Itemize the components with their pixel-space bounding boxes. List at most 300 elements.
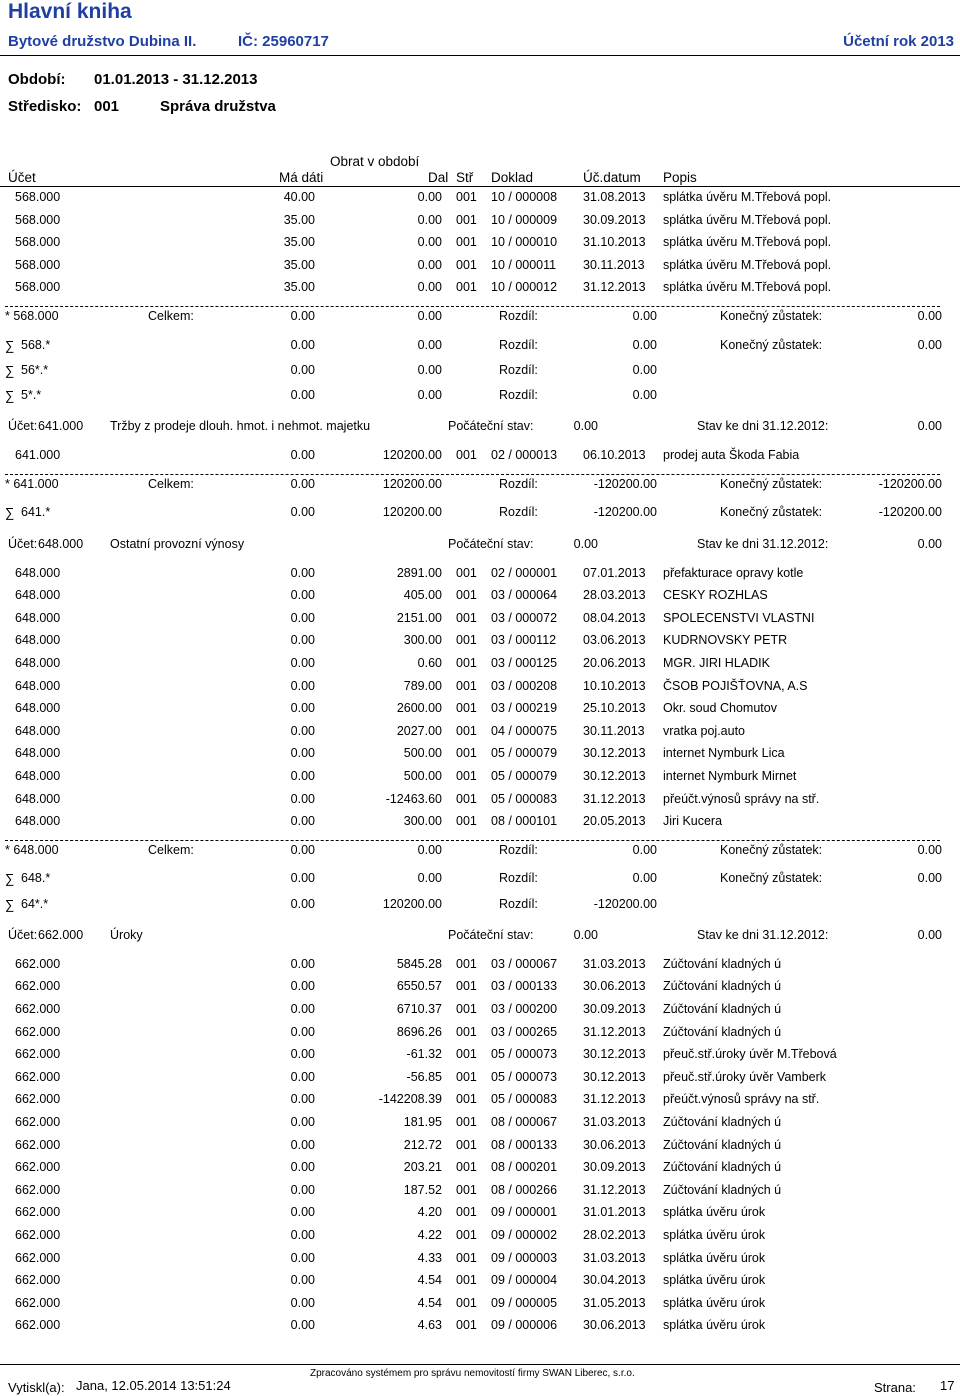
account-number: 648.000 (15, 701, 61, 716)
credit-amount: 300.00 (403, 633, 442, 648)
accounting-date: 28.02.2013 (583, 1228, 646, 1242)
accounting-date: 31.12.2013 (583, 1092, 646, 1107)
account-number: 648.000 (15, 610, 61, 625)
total-account: * 641.000 (5, 476, 59, 491)
ledger-entry-row (0, 588, 960, 610)
description: splátka úvěru úrok (663, 1250, 766, 1265)
center-code: 001 (456, 1137, 477, 1152)
closing-balance-value: 0.00 (917, 337, 942, 352)
center-code: 001 (456, 1205, 477, 1220)
account-total-row (0, 477, 960, 499)
page-number: 17 (940, 1378, 955, 1393)
printed-label: Vytiskl(a): (8, 1380, 65, 1395)
account-number: 662.000 (38, 927, 84, 942)
ledger-entry-row (0, 1228, 960, 1250)
ledger-entry-row (0, 448, 960, 470)
accounting-date: 07.01.2013 (583, 565, 646, 580)
closing-balance-label: Konečný zůstatek: (720, 309, 823, 323)
total-label: Celkem: (148, 476, 194, 491)
col-doklad: Doklad (491, 170, 534, 185)
document-number: 09 / 000003 (491, 1250, 558, 1265)
debit-amount: 0.00 (290, 1160, 315, 1175)
credit-amount: 5845.28 (396, 956, 442, 971)
col-madati: Má dáti (279, 170, 324, 185)
account-label: Účet: (8, 419, 38, 434)
opening-balance-value: 0.00 (573, 927, 598, 942)
ledger-entry-row (0, 1273, 960, 1295)
accounting-date: 31.05.2013 (583, 1295, 646, 1310)
center-code: 001 (456, 610, 477, 625)
center-code: 001 (456, 1092, 477, 1107)
account-number: 648.000 (15, 746, 61, 761)
sum-group: 56*.* (21, 362, 49, 377)
document-number: 03 / 000265 (491, 1024, 558, 1039)
difference-label: Rozdíl: (499, 337, 538, 352)
account-name: Tržby z prodeje dlouh. hmot. i nehmot. majetku (110, 419, 371, 434)
total-credit: 120200.00 (382, 476, 442, 491)
debit-amount: 0.00 (290, 1205, 315, 1220)
center-code: 001 (456, 723, 477, 738)
center-code: 001 (456, 1295, 477, 1310)
difference-label: Rozdíl: (499, 842, 538, 857)
closing-balance-label: Konečný zůstatek: (720, 476, 823, 491)
sum-group: 641.* (21, 505, 51, 520)
document-number: 03 / 000125 (491, 656, 558, 670)
description: Zúčtování kladných ú (663, 956, 782, 971)
accounting-date: 10.10.2013 (583, 678, 646, 693)
account-number: 648.000 (15, 656, 61, 670)
debit-amount: 0.00 (290, 1250, 315, 1265)
closing-balance-value: -120200.00 (878, 505, 942, 520)
accounting-date: 20.05.2013 (583, 814, 646, 829)
credit-amount: 300.00 (403, 814, 442, 829)
credit-amount: 500.00 (403, 746, 442, 761)
sigma-icon: ∑ (5, 896, 15, 912)
description: přeuč.stř.úroky úvěr M.Třebová (663, 1047, 837, 1062)
center-code: 001 (456, 1228, 477, 1242)
accounting-date: 31.12.2013 (583, 791, 646, 806)
total-credit: 0.00 (417, 309, 442, 323)
credit-amount: 4.33 (417, 1250, 442, 1265)
accounting-date: 31.12.2013 (583, 280, 646, 295)
center-code: 001 (456, 633, 477, 648)
ledger-entry-row (0, 769, 960, 791)
period-label: Období: (8, 71, 66, 88)
ledger-entry-row (0, 724, 960, 746)
account-number: 648.000 (15, 565, 61, 580)
credit-amount: 405.00 (403, 588, 442, 603)
description: Zúčtování kladných ú (663, 979, 782, 994)
balance-date-value: 0.00 (917, 927, 942, 942)
debit-amount: 0.00 (290, 1047, 315, 1062)
center-code: 001 (456, 448, 477, 463)
debit-amount: 0.00 (290, 1182, 315, 1197)
ledger-entry-row (0, 1047, 960, 1069)
difference-value: 0.00 (632, 309, 657, 323)
accounting-date: 30.06.2013 (583, 1318, 646, 1333)
difference-label: Rozdíl: (499, 309, 538, 323)
group-sum-row (0, 871, 960, 893)
accounting-date: 08.04.2013 (583, 610, 646, 625)
col-ucet: Účet (8, 170, 36, 185)
sigma-icon: ∑ (5, 871, 15, 887)
organization-name: Bytové družstvo Dubina II. (8, 33, 197, 50)
document-number: 09 / 000006 (491, 1318, 558, 1333)
debit-amount: 0.00 (290, 1137, 315, 1152)
difference-label: Rozdíl: (499, 388, 538, 402)
credit-amount: 203.21 (403, 1160, 442, 1175)
account-number: 662.000 (15, 1115, 61, 1129)
credit-amount: -142208.39 (378, 1092, 442, 1107)
credit-amount: 4.54 (417, 1295, 442, 1310)
account-label: Účet: (8, 536, 38, 551)
account-total-row (0, 309, 960, 331)
description: Zúčtování kladných ú (663, 1115, 782, 1129)
document-number: 04 / 000075 (491, 723, 558, 738)
center-code: 001 (456, 769, 477, 783)
closing-balance-value: 0.00 (917, 309, 942, 323)
account-number: 648.000 (15, 723, 61, 738)
difference-value: 0.00 (632, 362, 657, 377)
description: splátka úvěru úrok (663, 1295, 766, 1310)
balance-date-label: Stav ke dni 31.12.2012: (697, 419, 829, 434)
group-sum-row (0, 338, 960, 360)
period-value: 01.01.2013 - 31.12.2013 (94, 71, 258, 88)
document-number: 05 / 000083 (491, 1092, 558, 1107)
sum-credit: 120200.00 (382, 896, 442, 911)
credit-amount: 4.63 (417, 1318, 442, 1333)
description: Zúčtování kladných ú (663, 1024, 782, 1039)
ledger-entry-row (0, 957, 960, 979)
sum-credit: 0.00 (417, 362, 442, 377)
group-sum-row (0, 897, 960, 919)
credit-amount: 0.00 (417, 212, 442, 227)
ledger-entry-row (0, 1092, 960, 1114)
debit-amount: 0.00 (290, 1002, 315, 1016)
sum-group: 648.* (21, 871, 51, 886)
ledger-entry-row (0, 258, 960, 280)
description: internet Nymburk Lica (663, 746, 785, 761)
center-code: 001 (456, 1250, 477, 1265)
sigma-icon: ∑ (5, 362, 15, 378)
accounting-date: 28.03.2013 (583, 588, 646, 603)
account-number: 648.000 (15, 769, 61, 783)
ledger-entry-row (0, 280, 960, 302)
account-number: 662.000 (15, 1228, 61, 1242)
description: splátka úvěru úrok (663, 1228, 766, 1242)
account-number: 648.000 (15, 678, 61, 693)
center-code: 001 (456, 565, 477, 580)
credit-amount: 2891.00 (396, 565, 442, 580)
account-number: 648.000 (15, 588, 61, 603)
total-label: Celkem: (148, 309, 194, 323)
credit-amount: 8696.26 (396, 1024, 442, 1039)
opening-balance-label: Počáteční stav: (448, 419, 534, 434)
description: splátka úvěru M.Třebová popl. (663, 190, 832, 204)
document-number: 08 / 000101 (491, 814, 558, 829)
difference-value: 0.00 (632, 871, 657, 886)
col-ucdatum: Úč.datum (583, 170, 641, 185)
footer-system: Zpracováno systémem pro správu nemovitostí firmy SWAN Liberec, s.r.o. (310, 1368, 635, 1379)
page-label: Strana: (874, 1380, 916, 1395)
difference-label: Rozdíl: (499, 505, 538, 520)
ledger-entry-row (0, 679, 960, 701)
debit-amount: 0.00 (290, 1115, 315, 1129)
debit-amount: 0.00 (290, 448, 315, 463)
section-separator (5, 474, 940, 475)
description: Zúčtování kladných ú (663, 1002, 782, 1016)
accounting-date: 30.09.2013 (583, 1160, 646, 1175)
credit-amount: -12463.60 (385, 791, 442, 806)
description: přeúčt.výnosů správy na stř. (663, 1092, 820, 1107)
debit-amount: 0.00 (290, 656, 315, 670)
credit-amount: 4.20 (417, 1205, 442, 1220)
center-code: 001 (456, 956, 477, 971)
accounting-date: 30.04.2013 (583, 1273, 646, 1288)
account-label: Účet: (8, 927, 38, 942)
document-number: 08 / 000067 (491, 1115, 558, 1129)
debit-amount: 35.00 (283, 235, 315, 250)
accounting-date: 30.11.2013 (583, 723, 645, 738)
sigma-icon: ∑ (5, 388, 15, 403)
ledger-entry-row (0, 611, 960, 633)
ledger-entry-row (0, 656, 960, 678)
ledger-entry-row (0, 814, 960, 836)
company-id: IČ: 25960717 (238, 33, 329, 50)
section-separator (5, 306, 940, 307)
sum-debit: 0.00 (290, 896, 315, 911)
difference-label: Rozdíl: (499, 476, 538, 491)
document-number: 08 / 000133 (491, 1137, 558, 1152)
closing-balance-value: -120200.00 (878, 476, 942, 491)
document-number: 09 / 000005 (491, 1295, 558, 1310)
closing-balance-label: Konečný zůstatek: (720, 871, 823, 886)
debit-amount: 0.00 (290, 1295, 315, 1310)
description: Jiri Kucera (663, 814, 723, 829)
accounting-date: 30.12.2013 (583, 1047, 646, 1062)
difference-value: 0.00 (632, 337, 657, 352)
accounting-date: 30.06.2013 (583, 979, 646, 994)
credit-amount: 4.54 (417, 1273, 442, 1288)
document-number: 03 / 000133 (491, 979, 558, 994)
accounting-date: 30.09.2013 (583, 1002, 646, 1016)
opening-balance-value: 0.00 (573, 419, 598, 434)
document-number: 03 / 000208 (491, 678, 558, 693)
credit-amount: 2151.00 (396, 610, 442, 625)
credit-amount: 0.00 (417, 235, 442, 250)
center-code: 001 (456, 979, 477, 994)
debit-amount: 0.00 (290, 791, 315, 806)
credit-amount: 789.00 (403, 678, 442, 693)
ledger-entry-row (0, 1160, 960, 1182)
ledger-entry-row (0, 792, 960, 814)
ledger-entry-row (0, 1025, 960, 1047)
center-code: 001 (456, 656, 477, 670)
balance-date-value: 0.00 (917, 536, 942, 551)
description: přeúčt.výnosů správy na stř. (663, 791, 820, 806)
credit-amount: 4.22 (417, 1228, 442, 1242)
sum-debit: 0.00 (290, 362, 315, 377)
total-account: * 648.000 (5, 842, 59, 857)
account-name: Úroky (110, 927, 143, 942)
total-debit: 0.00 (290, 842, 315, 857)
document-number: 02 / 000001 (491, 565, 558, 580)
debit-amount: 0.00 (290, 723, 315, 738)
account-number: 662.000 (15, 979, 61, 994)
center-code: 001 (456, 746, 477, 761)
opening-balance-label: Počáteční stav: (448, 536, 534, 551)
account-number: 662.000 (15, 1002, 61, 1016)
account-number: 641.000 (15, 448, 61, 463)
ledger-entry-row (0, 1138, 960, 1160)
debit-amount: 40.00 (283, 190, 315, 204)
description: přefakturace opravy kotle (663, 565, 804, 580)
center-code: 001 (456, 1160, 477, 1175)
credit-amount: 0.00 (417, 190, 442, 204)
description: splátka úvěru M.Třebová popl. (663, 235, 832, 250)
document-number: 09 / 000001 (491, 1205, 558, 1220)
account-number: 648.000 (15, 814, 61, 829)
description: splátka úvěru M.Třebová popl. (663, 280, 832, 295)
difference-value: 0.00 (632, 388, 657, 402)
ledger-entry-row (0, 633, 960, 655)
account-number: 568.000 (15, 257, 61, 272)
ledger-entry-row (0, 213, 960, 235)
account-total-row (0, 843, 960, 865)
sum-credit: 0.00 (417, 337, 442, 352)
center-code: 001 (456, 1069, 477, 1084)
document-number: 05 / 000079 (491, 769, 558, 783)
credit-amount: 6550.57 (396, 979, 442, 994)
col-popis: Popis (663, 170, 697, 185)
difference-label: Rozdíl: (499, 871, 538, 886)
description: KUDRNOVSKY PETR (663, 633, 788, 648)
difference-label: Rozdíl: (499, 362, 538, 377)
closing-balance-value: 0.00 (917, 871, 942, 886)
account-number: 568.000 (15, 280, 61, 295)
fiscal-year: Účetní rok 2013 (843, 33, 954, 50)
description: CESKY ROZHLAS (663, 588, 768, 603)
credit-amount: 120200.00 (382, 448, 442, 463)
document-number: 08 / 000266 (491, 1182, 558, 1197)
credit-amount: 500.00 (403, 769, 442, 783)
ledger-entry-row (0, 979, 960, 1001)
ledger-entry-row (0, 701, 960, 723)
description: MGR. JIRI HLADIK (663, 656, 770, 670)
center-code: 001 (456, 235, 477, 250)
debit-amount: 0.00 (290, 633, 315, 648)
document-number: 05 / 000073 (491, 1069, 558, 1084)
sum-debit: 0.00 (290, 871, 315, 886)
debit-amount: 35.00 (283, 257, 315, 272)
description: ČSOB POJIŠŤOVNA, A.S (663, 678, 808, 693)
account-number: 641.000 (38, 419, 84, 434)
ledger-entry-row (0, 1183, 960, 1205)
description: Okr. soud Chomutov (663, 701, 777, 716)
sum-credit: 0.00 (417, 871, 442, 886)
debit-amount: 0.00 (290, 565, 315, 580)
accounting-date: 30.12.2013 (583, 1069, 646, 1084)
closing-balance-label: Konečný zůstatek: (720, 842, 823, 857)
difference-value: -120200.00 (593, 505, 657, 520)
sigma-icon: ∑ (5, 337, 15, 353)
debit-amount: 0.00 (290, 1069, 315, 1084)
center-code: 001 (456, 212, 477, 227)
ledger-entry-row (0, 190, 960, 212)
section-separator (5, 840, 940, 841)
ledger-entry-row (0, 566, 960, 588)
total-label: Celkem: (148, 842, 194, 857)
accounting-date: 25.10.2013 (583, 701, 646, 716)
description: splátka úvěru úrok (663, 1273, 766, 1288)
accounting-date: 31.01.2013 (583, 1205, 646, 1220)
debit-amount: 0.00 (290, 678, 315, 693)
account-number: 662.000 (15, 956, 61, 971)
debit-amount: 0.00 (290, 746, 315, 761)
accounting-date: 03.06.2013 (583, 633, 646, 648)
document-number: 05 / 000083 (491, 791, 558, 806)
debit-amount: 0.00 (290, 588, 315, 603)
center-code: 001 (456, 1115, 477, 1129)
document-number: 03 / 000067 (491, 956, 558, 971)
debit-amount: 0.00 (290, 1273, 315, 1288)
center-code: 001 (456, 1273, 477, 1288)
report-title: Hlavní kniha (8, 0, 132, 23)
document-number: 03 / 000072 (491, 610, 558, 625)
accounting-date: 31.10.2013 (583, 235, 646, 250)
document-number: 03 / 000112 (491, 633, 557, 648)
document-number: 08 / 000201 (491, 1160, 558, 1175)
credit-amount: 0.00 (417, 257, 442, 272)
debit-amount: 35.00 (283, 212, 315, 227)
sum-credit: 0.00 (417, 388, 442, 402)
group-sum-row (0, 363, 960, 385)
ledger-entry-row (0, 235, 960, 257)
debit-amount: 0.00 (290, 1092, 315, 1107)
document-number: 10 / 000012 (491, 280, 558, 295)
credit-amount: 187.52 (403, 1182, 442, 1197)
accounting-date: 30.12.2013 (583, 746, 646, 761)
center-code: 001 (456, 1318, 477, 1333)
closing-balance-label: Konečný zůstatek: (720, 337, 823, 352)
accounting-date: 06.10.2013 (583, 448, 646, 463)
account-header-row (0, 419, 960, 441)
account-number: 662.000 (15, 1092, 61, 1107)
credit-amount: -61.32 (406, 1047, 442, 1062)
center-code: 001 (456, 791, 477, 806)
accounting-date: 20.06.2013 (583, 656, 646, 670)
sum-debit: 0.00 (290, 337, 315, 352)
debit-amount: 0.00 (290, 1228, 315, 1242)
document-number: 10 / 000009 (491, 212, 558, 227)
debit-amount: 0.00 (290, 979, 315, 994)
account-number: 662.000 (15, 1160, 61, 1175)
ledger-entry-row (0, 1002, 960, 1024)
balance-date-label: Stav ke dni 31.12.2012: (697, 536, 829, 551)
credit-amount: 2027.00 (396, 723, 442, 738)
center-label: Středisko: (8, 98, 82, 115)
credit-amount: 0.60 (417, 656, 442, 670)
printed-by: Jana, 12.05.2014 13:51:24 (76, 1378, 231, 1393)
account-number: 662.000 (15, 1273, 61, 1288)
account-number: 662.000 (15, 1295, 61, 1310)
account-number: 648.000 (15, 791, 61, 806)
group-sum-row (0, 505, 960, 527)
description: Zúčtování kladných ú (663, 1160, 782, 1175)
ledger-entry-row (0, 1115, 960, 1137)
difference-value: -120200.00 (593, 476, 657, 491)
debit-amount: 0.00 (290, 701, 315, 716)
